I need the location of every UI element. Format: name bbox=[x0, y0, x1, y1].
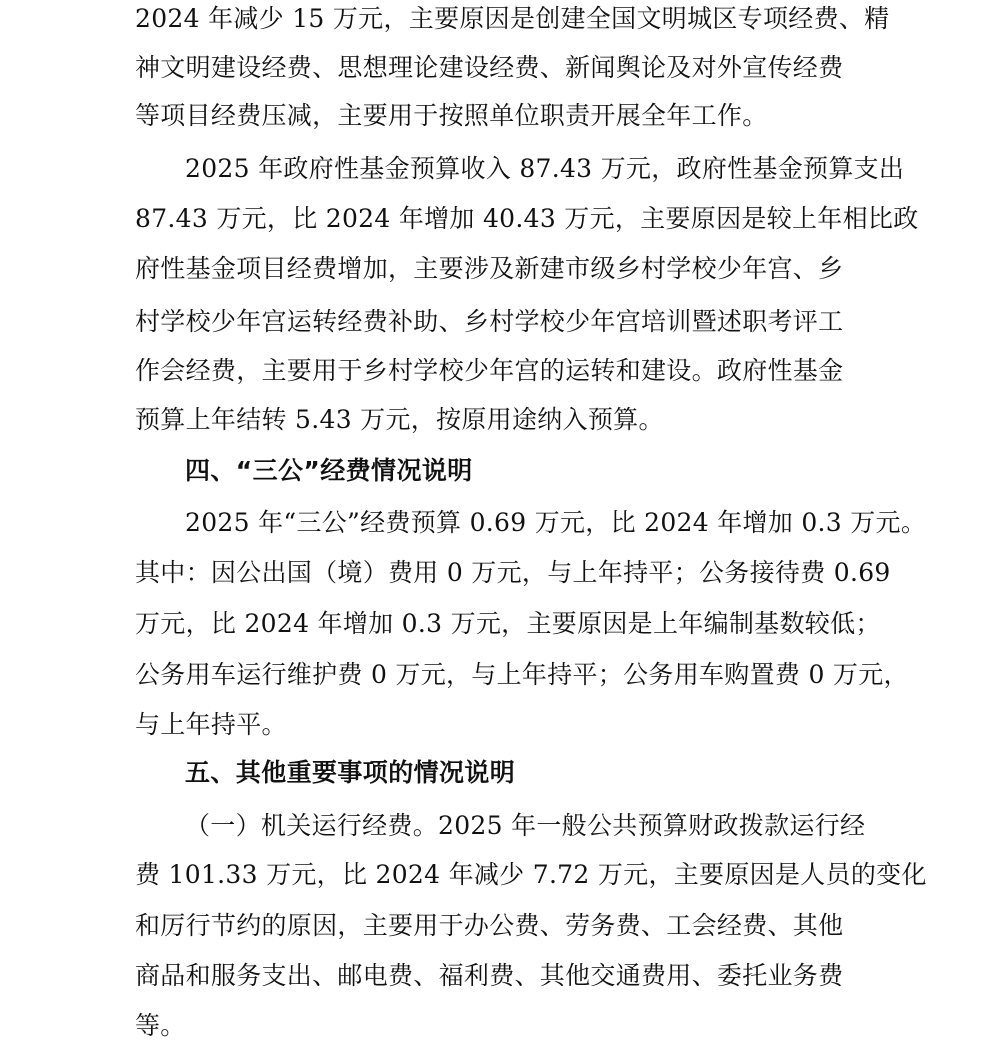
paragraph-line: 2024 年减少 15 万元，主要原因是创建全国文明城区专项经费、精 bbox=[135, 4, 890, 33]
paragraph-line: 商品和服务支出、邮电费、福利费、其他交通费用、委托业务费 bbox=[135, 961, 844, 990]
paragraph-line: 村学校少年宫运转经费补助、乡村学校少年宫培训暨述职考评工 bbox=[135, 307, 844, 336]
paragraph-line: 府性基金项目经费增加，主要涉及新建市级乡村学校少年宫、乡 bbox=[135, 254, 844, 283]
paragraph-line: 和厉行节约的原因，主要用于办公费、劳务费、工会经费、其他 bbox=[135, 911, 844, 940]
paragraph-line: （一）机关运行经费。2025 年一般公共预算财政拨款运行经 bbox=[185, 811, 866, 840]
paragraph-line: 万元，比 2024 年增加 0.3 万元，主要原因是上年编制基数较低； bbox=[135, 609, 881, 638]
paragraph-line: 公务用车运行维护费 0 万元，与上年持平；公务用车购置费 0 万元， bbox=[135, 660, 909, 689]
paragraph-line: 2025 年“三公”经费预算 0.69 万元，比 2024 年增加 0.3 万元。 bbox=[185, 508, 927, 537]
paragraph-line: 与上年持平。 bbox=[135, 710, 287, 739]
paragraph-line: 费 101.33 万元，比 2024 年减少 7.72 万元，主要原因是人员的变化 bbox=[135, 860, 927, 889]
paragraph-line: 等项目经费压减，主要用于按照单位职责开展全年工作。 bbox=[135, 101, 768, 130]
paragraph-line: 等。 bbox=[135, 1011, 186, 1040]
paragraph-line: 作会经费，主要用于乡村学校少年宫的运转和建设。政府性基金 bbox=[135, 356, 844, 385]
paragraph-line: 2025 年政府性基金预算收入 87.43 万元，政府性基金预算支出 bbox=[185, 154, 905, 183]
section-heading-other-matters: 五、其他重要事项的情况说明 bbox=[185, 758, 516, 787]
section-heading-sangong: 四、“三公”经费情况说明 bbox=[185, 456, 473, 485]
paragraph-line: 87.43 万元，比 2024 年增加 40.43 万元，主要原因是较上年相比政 bbox=[135, 204, 919, 233]
paragraph-line: 神文明建设经费、思想理论建设经费、新闻舆论及对外宣传经费 bbox=[135, 53, 844, 82]
paragraph-line: 其中：因公出国（境）费用 0 万元，与上年持平；公务接待费 0.69 bbox=[135, 558, 891, 587]
paragraph-line: 预算上年结转 5.43 万元，按原用途纳入预算。 bbox=[135, 405, 664, 434]
